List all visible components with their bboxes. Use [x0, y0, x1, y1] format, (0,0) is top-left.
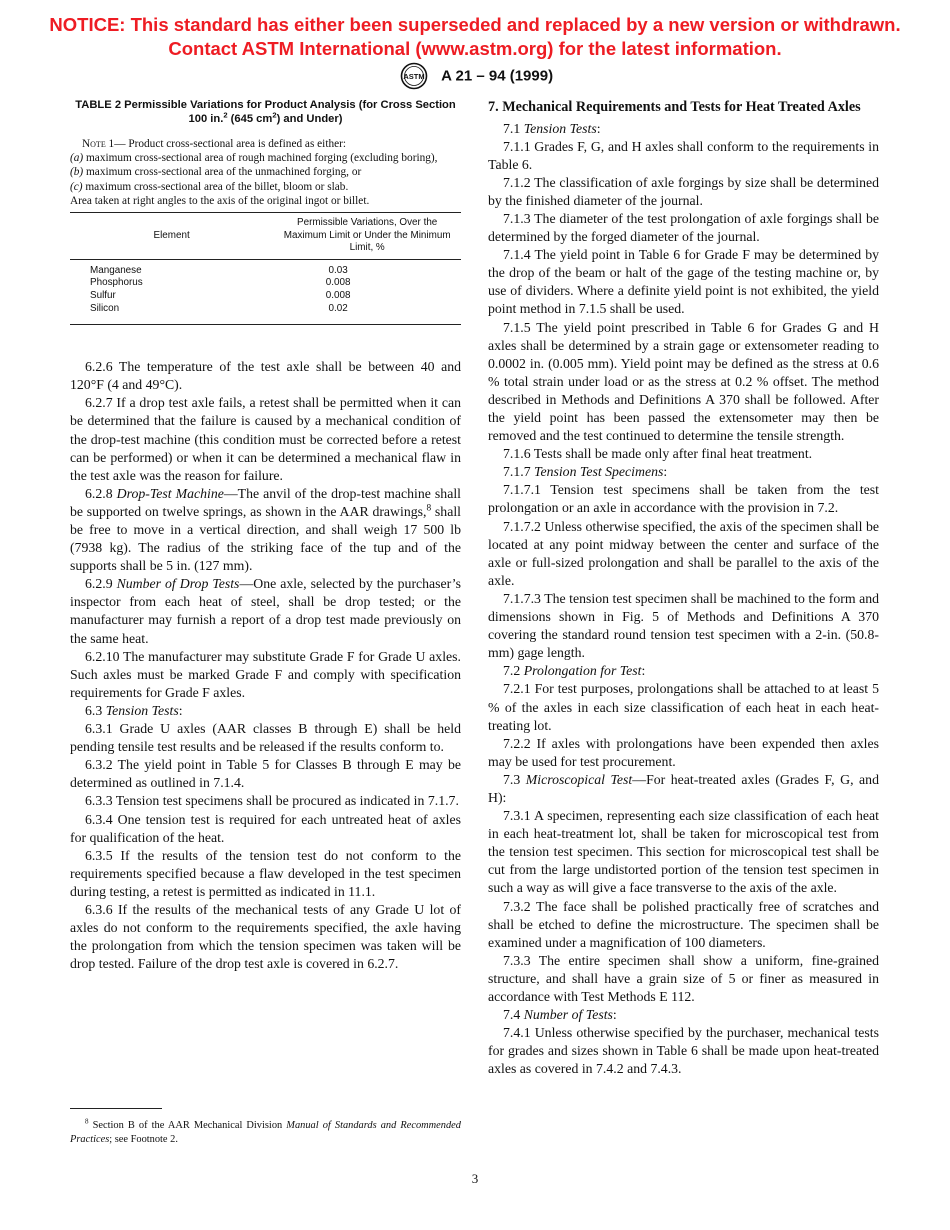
paragraph-6-3-6: 6.3.6 If the results of the mechanical tests of any Grade U lot of axles do not conform to the requirements specified, the axle having the prolongation from which the tension specimen was taken will be drop tested. Failure of the drop test axle is covered in 6.2.7.	[70, 901, 461, 972]
section-7-1-heading: 7.1 Tension Tests:	[503, 120, 601, 136]
paragraph-6-3-5: 6.3.5 If the results of the tension test do not conform to the requirements specified because a flaw developed in the test specimen during testing, a retest is permitted as indicated in 11.1.	[70, 847, 461, 899]
paragraph-6-3-3: 6.3.3 Tension test specimens shall be procured as indicated in 7.1.7.	[85, 793, 459, 809]
designation: A 21 – 94 (1999)	[441, 67, 554, 85]
paragraph-7-1-6: 7.1.6 Tests shall be made only after final heat treatment.	[503, 446, 813, 462]
paragraph-7-3-1: 7.3.1 A specimen, representing each size classification of each heat in each heat-treatment lot, shall be taken for microscopical test from the tension test specimen. This section for microscopical test shall be cut from the large undistorted portion of the tension test specimen in such a way as will give a face transverse to the axis of the axle.	[488, 808, 879, 896]
paragraph-6-2-6: 6.2.6 The temperature of the test axle shall be between 40 and 120°F (4 and 49°C).	[70, 359, 461, 393]
footnote-divider	[70, 1108, 162, 1109]
table-row: Silicon 0.02	[70, 303, 461, 325]
table-2	[70, 212, 461, 325]
paragraph-7-2-2: 7.2.2 If axles with prolongations have been expended then axles may be used for test procurement.	[488, 735, 879, 769]
paragraph-6-2-8: 6.2.8 Drop-Test Machine—The anvil of the drop-test machine shall be supported on twelve springs, as shown in the AAR drawings,$^8$ shall be free to move in a vertical direction, and shall weigh 17 500 lb (7938 kg). The radius of the striking face of the tup and of the supports shall be 5 in. (127 mm).	[70, 485, 461, 574]
svg-text:ASTM: ASTM	[403, 72, 425, 81]
paragraph-7-1-7-3: 7.1.7.3 The tension test specimen shall be machined to the form and dimensions shown in Fig. 5 of Methods and Definitions A 370 covering the standard round tension test specimen with a 2-in. (50.8-mm) gage length.	[488, 590, 879, 661]
table-row: Sulfur 0.008	[90, 289, 351, 301]
right-column	[488, 98, 879, 1078]
table-2-note: Note 1— Product cross-sectional area is defined as either: (a) maximum cross-sectional area of rough machined forging (excluding boring), (b) maximum cross-sectional area of the unmachined forging, or (c) maximum cross-sectional area of the billet, bloom or slab. Area taken at right angles to the axis of the original ingot or billet.	[70, 137, 461, 208]
footnote-8: $^8$ Section B of the AAR Mechanical Division Manual of Standards and Recommended Practices; see Footnote 2.	[70, 1117, 461, 1145]
page-number: 3	[471, 1171, 479, 1186]
paragraph-7-1-1: 7.1.1 Grades F, G, and H axles shall conform to the requirements in Table 6.	[488, 138, 879, 172]
paragraph-6-2-9: 6.2.9 Number of Drop Tests—One axle, selected by the purchaser’s inspector from each heat of steel, shall be drop tested; or the manufacturer may furnish a report of a drop test made previously on the same heat.	[70, 576, 461, 646]
note-item: (c) maximum cross-sectional area of the billet, bloom or slab.	[70, 180, 349, 193]
paragraph-7-3-3: 7.3.3 The entire specimen shall show a uniform, fine-grained structure, and shall have a grain size of 5 or finer as measured in accordance with Test Methods E 112.	[488, 952, 879, 1004]
table-row: Manganese 0.03	[90, 264, 348, 276]
note-tail: Area taken at right angles to the axis of the original ingot or billet.	[70, 194, 370, 207]
astm-logo-icon	[397, 62, 431, 90]
paragraph-7-1-4: 7.1.4 The yield point in Table 6 for Grade F may be determined by the drop of the beam or halt of the gage of the testing machine or, by use of dividers. Where a definite yield point is not exhibited, the yield point method in 7.1.5 shall be used.	[488, 247, 879, 317]
left-column	[70, 98, 461, 973]
paragraph-6-3-4: 6.3.4 One tension test is required for each untreated heat of axles for qualification of the heat.	[70, 811, 461, 845]
paragraph-7-1-7-2: 7.1.7.2 Unless otherwise specified, the axis of the specimen shall be located at any point midway between the center and surface of the axle or full-sized prolongation and shall be parallel to the axis of the axle.	[488, 518, 879, 588]
paragraph-6-3-1: 6.3.1 Grade U axles (AAR classes B through E) shall be held pending tensile test results and be released if the results conform to.	[70, 721, 461, 755]
section-6-3-heading: 6.3 Tension Tests:	[85, 702, 183, 718]
paragraph-7-3: 7.3 Microscopical Test—For heat-treated axles (Grades F, G, and H):	[488, 771, 879, 805]
table-2-caption: TABLE 2 Permissible Variations for Product Analysis (for Cross Section 100 in.$^2$ (645 $cm^2$) and Under)	[75, 99, 456, 125]
paragraph-7-1-7-1: 7.1.7.1 Tension test specimens shall be taken from the test prolongation or an axle in accordance with the provision in 7.2.	[488, 482, 879, 516]
section-7-2-heading: 7.2 Prolongation for Test:	[503, 663, 646, 679]
note-item: (a) maximum cross-sectional area of rough machined forging (excluding boring),	[70, 152, 438, 165]
paragraph-7-1-3: 7.1.3 The diameter of the test prolongation of axle forgings shall be determined by the forged diameter of the journal.	[488, 210, 879, 245]
paragraph-6-2-7: 6.2.7 If a drop test axle fails, a retest shall be permitted when it can be determined that the failure is caused by a mechanical condition of the drop-test machine (this condition must be corrected before a retest can be performed) or when it can be determined a mechanical flaw in the test axle was the reason for failure.	[70, 395, 461, 483]
paragraph-6-2-10: 6.2.10 The manufacturer may substitute Grade F for Grade U axles. Such axles must be marked Grade F and comply with specification requirements for Grade F axles.	[70, 648, 461, 700]
paragraph-7-1-2: 7.1.2 The classification of axle forgings by size shall be determined by the finished diameter of the journal.	[488, 174, 879, 208]
document-header	[0, 62, 950, 90]
column-header-variation: Permissible Variations, Over the Maximum Limit or Under the Minimum Limit, %	[273, 213, 461, 260]
notice-banner	[0, 13, 950, 61]
paragraph-7-1-5: 7.1.5 The yield point prescribed in Table 6 for Grades G and H axles shall be determined by a strain gage or extensometer reading to 0.0002 in. (0.005 mm). Yield point may be defined as the stress at 0.6 % total strain under load or as the stress at 0.2 % offset. The method described in Methods and Definitions A 370 shall be followed. After the yield point has been passed the extensometer may then be removed and the test continued to determine the tensile strength.	[488, 319, 879, 444]
section-7-4-heading: 7.4 Number of Tests:	[503, 1007, 617, 1023]
table-row: Phosphorus 0.008	[90, 277, 351, 289]
section-7-1-7-heading: 7.1.7 Tension Test Specimens:	[503, 464, 668, 480]
section-7-heading: 7. Mechanical Requirements and Tests for Heat Treated Axles	[488, 99, 861, 115]
paragraph-7-4-1: 7.4.1 Unless otherwise specified by the purchaser, mechanical tests for grades and sizes shown in Table 6 shall be made upon heat-treated axles as covered in 7.4.2 and 7.4.3.	[488, 1025, 879, 1077]
footnote-ref: 8	[426, 503, 432, 514]
notice-line-1: NOTICE: This standard has either been superseded and replaced by a new version or withdrawn.	[49, 14, 901, 35]
notice-line-2: Contact ASTM International (www.astm.org) for the latest information.	[168, 38, 782, 59]
note-item: (b) maximum cross-sectional area of the unmachined forging, or	[70, 166, 362, 179]
paragraph-6-3-2: 6.3.2 The yield point in Table 5 for Classes B through E may be determined as outlined in 7.1.4.	[70, 757, 461, 791]
paragraph-7-3-2: 7.3.2 The face shall be polished practically free of scratches and shall be etched to define the microstructure. The specimen shall be examined under a magnification of 100 diameters.	[488, 898, 879, 950]
paragraph-7-2-1: 7.2.1 For test purposes, prolongations shall be attached to at least 5 % of the axles in each size classification of each heat in each heat-treating lot.	[488, 681, 879, 733]
column-header-element: Element	[70, 213, 273, 260]
